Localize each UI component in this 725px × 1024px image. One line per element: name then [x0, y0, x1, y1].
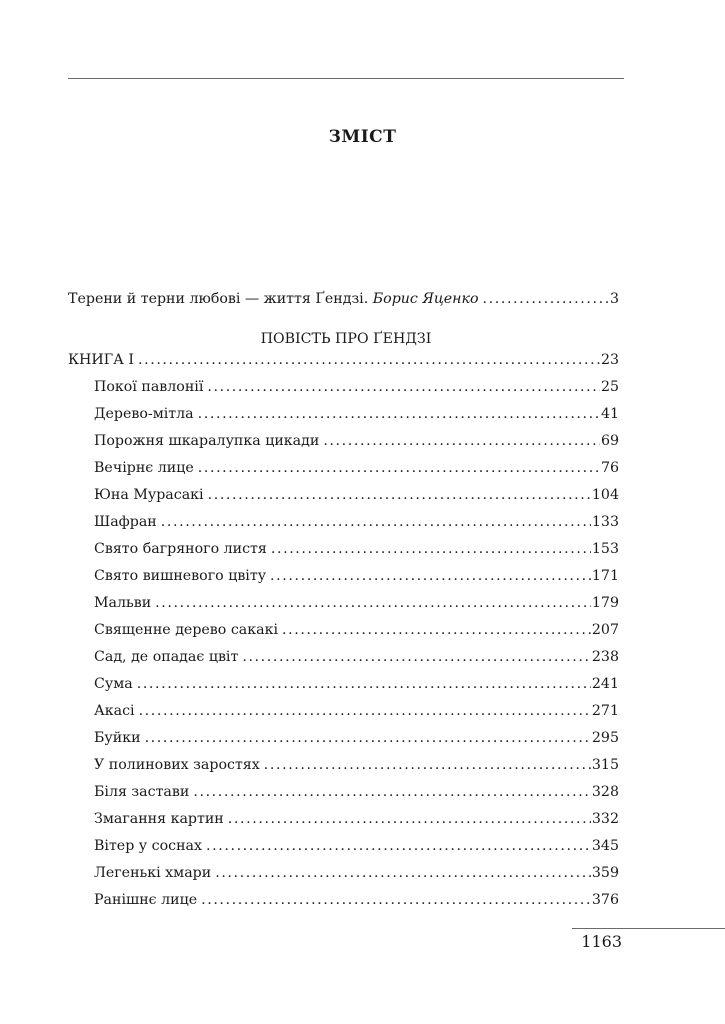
toc-chapter-label: У полинових заростях: [94, 757, 260, 773]
toc-chapter-label: Біля застави: [94, 784, 190, 800]
toc-chapter-entry: [94, 783, 619, 801]
toc-intro-label: [68, 290, 483, 308]
toc-chapter-entry: [94, 621, 619, 639]
toc-intro-author: Борис Яценко: [372, 291, 479, 307]
toc-chapter-label: Покої павлонії: [94, 379, 204, 395]
toc-page-number: 295: [591, 730, 619, 746]
toc-chapter-label: Вітер у соснах: [94, 838, 203, 854]
toc-chapter-entry: [94, 486, 619, 504]
toc-chapter-entry: [94, 594, 619, 612]
bottom-rule: [572, 928, 725, 929]
leader-dots: [198, 405, 600, 423]
toc-chapter-label: Порожня шкаралупка цикади: [94, 433, 320, 449]
toc-chapter-entry: [94, 378, 619, 396]
toc-chapter-entry: [94, 432, 619, 450]
leader-dots: [270, 567, 591, 585]
toc-page-number: 133: [591, 514, 619, 530]
toc-page-number: 3: [609, 291, 619, 307]
leader-dots: [193, 783, 591, 801]
toc-book-entry: [68, 351, 619, 369]
toc-chapter-label: Вечірнє лице: [94, 460, 194, 476]
leader-dots: [282, 621, 591, 639]
toc-chapter-label: Сума: [94, 676, 133, 692]
toc-page-number: 76: [600, 460, 619, 476]
toc-chapter-entry: [94, 891, 619, 909]
toc-chapter-label: Сад, де опадає цвіт: [94, 649, 239, 665]
toc-chapter-label: Мальви: [94, 595, 152, 611]
toc-chapter-label: Ранішнє лице: [94, 892, 198, 908]
toc-chapter-entry: [94, 540, 619, 558]
toc-page-number: 104: [591, 487, 619, 503]
leader-dots: [228, 810, 591, 828]
toc-intro-entry: [68, 290, 619, 308]
top-rule: [68, 78, 624, 79]
leader-dots: [483, 290, 609, 308]
toc-chapter-entry: [94, 405, 619, 423]
leader-dots: [264, 756, 591, 774]
toc-chapter-label: Змагання картин: [94, 811, 224, 827]
leader-dots: [207, 378, 600, 396]
toc-chapter-entry: [94, 459, 619, 477]
leader-dots: [208, 486, 591, 504]
leader-dots: [271, 540, 591, 558]
toc-book-label: КНИГА І: [68, 352, 134, 368]
leader-dots: [161, 513, 591, 531]
toc-chapter-entry: [94, 756, 619, 774]
leader-dots: [215, 864, 591, 882]
toc-page-number: 238: [591, 649, 619, 665]
page-title: ЗМІСТ: [328, 127, 397, 147]
toc-page-number: 315: [591, 757, 619, 773]
leader-dots: [206, 837, 591, 855]
toc-page-number: 271: [591, 703, 619, 719]
leader-dots: [139, 702, 591, 720]
toc-page-number: 153: [591, 541, 619, 557]
toc-page-number: 25: [600, 379, 619, 395]
leader-dots: [198, 459, 600, 477]
toc-page-number: 241: [591, 676, 619, 692]
toc-page-number: 179: [591, 595, 619, 611]
toc-page-number: 171: [591, 568, 619, 584]
leader-dots: [137, 675, 591, 693]
toc-page-number: 69: [600, 433, 619, 449]
toc-chapter-label: Юна Мурасакі: [94, 487, 204, 503]
toc-chapter-entry: [94, 702, 619, 720]
toc-page-number: 332: [591, 811, 619, 827]
toc-chapter-label: Свято багряного листя: [94, 541, 267, 557]
leader-dots: [242, 648, 591, 666]
page-number: 1163: [581, 932, 622, 951]
leader-dots: [138, 351, 600, 369]
toc-chapter-entry: [94, 729, 619, 747]
toc-chapter-label: Акасі: [94, 703, 135, 719]
toc-chapter-entry: [94, 810, 619, 828]
toc-chapter-entry: [94, 648, 619, 666]
leader-dots: [155, 594, 591, 612]
toc-page-number: 23: [600, 352, 619, 368]
toc-chapter-label: Шафран: [94, 514, 157, 530]
toc-chapter-label: Дерево-мітла: [94, 406, 194, 422]
toc-chapter-entry: [94, 837, 619, 855]
toc-chapter-label: Легенькі хмари: [94, 865, 212, 881]
toc-page-number: 41: [600, 406, 619, 422]
toc-chapter-entry: [94, 675, 619, 693]
leader-dots: [323, 432, 600, 450]
toc-chapter-label: Священне дерево сакакі: [94, 622, 278, 638]
toc-page-number: 359: [591, 865, 619, 881]
toc-chapter-label: Буйки: [94, 730, 141, 746]
toc-page-number: 207: [591, 622, 619, 638]
toc-chapter-entry: [94, 513, 619, 531]
leader-dots: [145, 729, 591, 747]
section-heading: ПОВІСТЬ ПРО ҐЕНДЗІ: [260, 331, 432, 347]
toc-chapter-label: Свято вишневого цвіту: [94, 568, 267, 584]
toc-chapter-entry: [94, 864, 619, 882]
toc-intro-text: Терени й терни любові — життя Ґендзі.: [68, 291, 373, 307]
leader-dots: [201, 891, 591, 909]
toc-page-number: 345: [591, 838, 619, 854]
toc-page-number: 328: [591, 784, 619, 800]
toc-page-number: 376: [591, 892, 619, 908]
toc-chapter-entry: [94, 567, 619, 585]
